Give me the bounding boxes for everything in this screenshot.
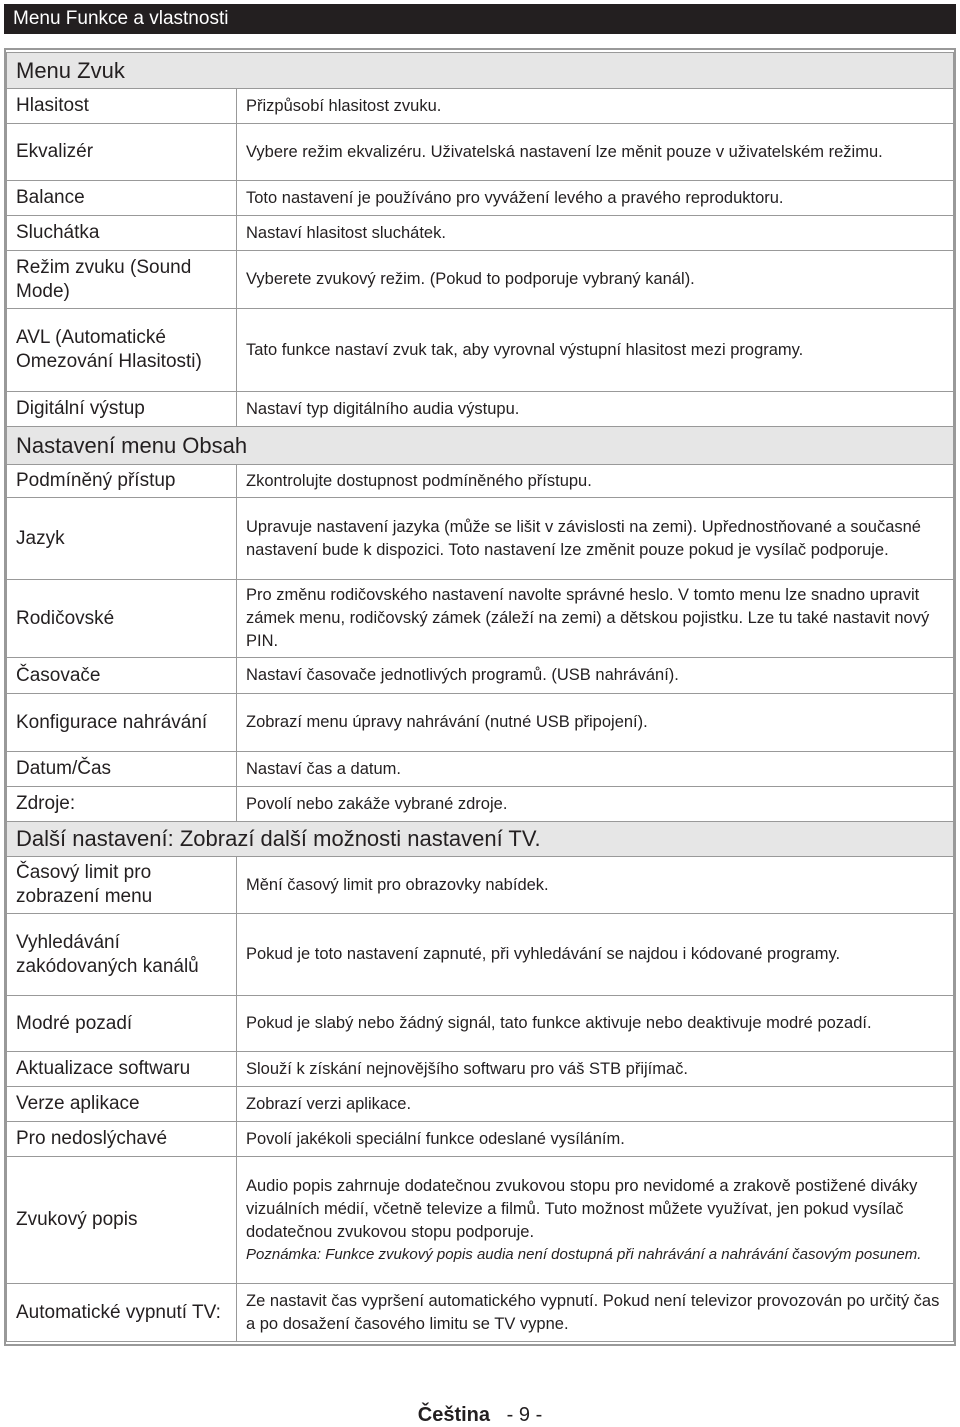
section-header bbox=[7, 822, 954, 857]
row-description: Ze nastavit čas vypršení automatického vypnutí. Pokud není televizor provozován po určitý čas a po dosažení časového limitu se TV vypne. bbox=[237, 1284, 954, 1342]
row-label: Konfigurace nahrávání bbox=[7, 694, 237, 752]
section-title: Další nastavení: Zobrazí další možnosti nastavení TV. bbox=[7, 822, 954, 857]
row-description: Zobrazí menu úpravy nahrávání (nutné USB připojení). bbox=[237, 694, 954, 752]
table-row bbox=[7, 1052, 954, 1087]
row-description: Vyberete zvukový režim. (Pokud to podporuje vybraný kanál). bbox=[237, 251, 954, 309]
table-row bbox=[7, 498, 954, 580]
page-number: - 9 - bbox=[506, 1404, 543, 1426]
section-header bbox=[7, 427, 954, 465]
row-description: Zkontrolujte dostupnost podmíněného přístupu. bbox=[237, 465, 954, 498]
row-description-cell bbox=[237, 1157, 954, 1284]
table-row bbox=[7, 465, 954, 498]
row-label: Jazyk bbox=[7, 498, 237, 580]
row-description: Audio popis zahrnuje dodatečnou zvukovou stopu pro nevidomé a zrakově postižené diváky vizuálních médií, včetně televize a filmů. Tuto možnost můžete využívat, jen pokud vysílač dodatečnou zvukovou stopu podporuje. bbox=[246, 1176, 918, 1241]
row-description: Nastaví hlasitost sluchátek. bbox=[237, 216, 954, 251]
row-label: Automatické vypnutí TV: bbox=[7, 1284, 237, 1342]
row-label: Datum/Čas bbox=[7, 752, 237, 787]
row-description: Nastaví typ digitálního audia výstupu. bbox=[237, 392, 954, 427]
section-title: Menu Zvuk bbox=[7, 53, 954, 89]
row-label: Zdroje: bbox=[7, 787, 237, 822]
row-description: Pro změnu rodičovského nastavení navolte správné heslo. V tomto menu lze snadno upravit zámek menu, rodičovský zámek (záleží na zemi) a dětskou pojistku. Lze tu také nastavit nový PIN. bbox=[237, 580, 954, 658]
table-row bbox=[7, 752, 954, 787]
section-title: Nastavení menu Obsah bbox=[7, 427, 954, 465]
row-description: Nastaví časovače jednotlivých programů. (USB nahrávání). bbox=[237, 658, 954, 694]
row-label: Verze aplikace bbox=[7, 1087, 237, 1122]
row-note: Poznámka: Funkce zvukový popis audia není dostupná při nahrávání a nahrávání časovým posunem. bbox=[246, 1245, 922, 1263]
table-row bbox=[7, 996, 954, 1052]
table-row bbox=[7, 1087, 954, 1122]
features-table bbox=[6, 52, 954, 1342]
row-label: Časový limit pro zobrazení menu bbox=[7, 857, 237, 914]
page-header-title: Menu Funkce a vlastnosti bbox=[13, 8, 229, 29]
row-description: Vybere režim ekvalizéru. Uživatelská nastavení lze měnit pouze v uživatelském režimu. bbox=[237, 124, 954, 181]
table-row bbox=[7, 787, 954, 822]
table-row bbox=[7, 181, 954, 216]
row-label: Aktualizace softwaru bbox=[7, 1052, 237, 1087]
row-label: Pro nedoslýchavé bbox=[7, 1122, 237, 1157]
row-description: Upravuje nastavení jazyka (může se lišit v závislosti na zemi). Upřednostňované a současné nastavení bude k dispozici. Toto nastavení lze změnit pouze pokud je vysílač podporuje. bbox=[237, 498, 954, 580]
row-label: Zvukový popis bbox=[7, 1157, 237, 1284]
footer-language: Čeština bbox=[417, 1404, 490, 1426]
page-footer bbox=[0, 1404, 960, 1427]
row-description: Slouží k získání nejnovějšího softwaru pro váš STB přijímač. bbox=[237, 1052, 954, 1087]
row-label: Modré pozadí bbox=[7, 996, 237, 1052]
page-header bbox=[4, 4, 956, 34]
row-label: Vyhledávání zakódovaných kanálů bbox=[7, 914, 237, 996]
row-label: AVL (Automatické Omezování Hlasitosti) bbox=[7, 309, 237, 392]
row-label: Rodičovské bbox=[7, 580, 237, 658]
table-row bbox=[7, 1284, 954, 1342]
row-label: Hlasitost bbox=[7, 89, 237, 124]
table-row bbox=[7, 251, 954, 309]
table-row bbox=[7, 392, 954, 427]
table-row bbox=[7, 1122, 954, 1157]
row-label: Časovače bbox=[7, 658, 237, 694]
table-row bbox=[7, 309, 954, 392]
table-row bbox=[7, 216, 954, 251]
row-label: Režim zvuku (Sound Mode) bbox=[7, 251, 237, 309]
table-row bbox=[7, 1157, 954, 1284]
row-label: Digitální výstup bbox=[7, 392, 237, 427]
table-row bbox=[7, 857, 954, 914]
section-header bbox=[7, 53, 954, 89]
table-row bbox=[7, 658, 954, 694]
row-description: Toto nastavení je používáno pro vyvážení levého a pravého reproduktoru. bbox=[237, 181, 954, 216]
row-label: Sluchátka bbox=[7, 216, 237, 251]
row-description: Mění časový limit pro obrazovky nabídek. bbox=[237, 857, 954, 914]
row-description: Zobrazí verzi aplikace. bbox=[237, 1087, 954, 1122]
row-description: Pokud je slabý nebo žádný signál, tato funkce aktivuje nebo deaktivuje modré pozadí. bbox=[237, 996, 954, 1052]
table-row bbox=[7, 124, 954, 181]
row-description: Povolí jakékoli speciální funkce odeslané vysíláním. bbox=[237, 1122, 954, 1157]
row-label: Podmíněný přístup bbox=[7, 465, 237, 498]
table-row bbox=[7, 89, 954, 124]
row-description: Tato funkce nastaví zvuk tak, aby vyrovnal výstupní hlasitost mezi programy. bbox=[237, 309, 954, 392]
row-description: Přizpůsobí hlasitost zvuku. bbox=[237, 89, 954, 124]
table-row bbox=[7, 694, 954, 752]
row-description: Povolí nebo zakáže vybrané zdroje. bbox=[237, 787, 954, 822]
row-label: Balance bbox=[7, 181, 237, 216]
table-row bbox=[7, 914, 954, 996]
row-description: Nastaví čas a datum. bbox=[237, 752, 954, 787]
row-label: Ekvalizér bbox=[7, 124, 237, 181]
table-row bbox=[7, 580, 954, 658]
row-description: Pokud je toto nastavení zapnuté, při vyhledávání se najdou i kódované programy. bbox=[237, 914, 954, 996]
